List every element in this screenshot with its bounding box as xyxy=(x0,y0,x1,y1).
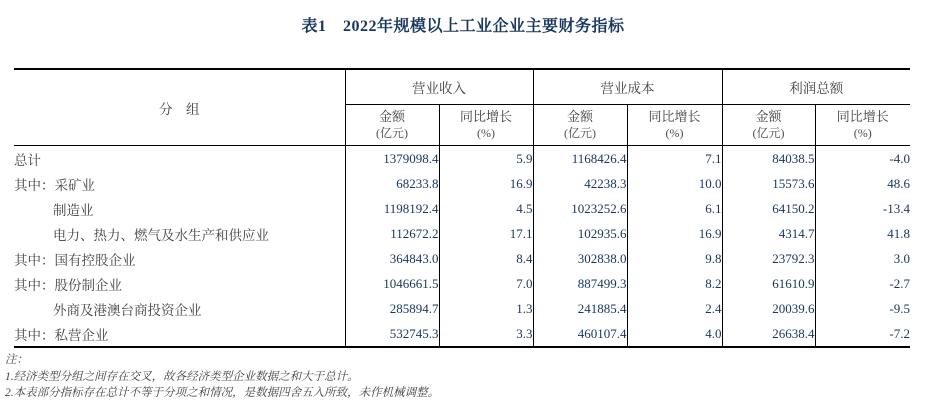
column-subheader-cost-growth xyxy=(627,105,722,146)
table-body xyxy=(14,146,910,348)
column-header-revenue: 营业收入 xyxy=(345,69,533,105)
subheader-line2: (%) xyxy=(665,125,684,140)
cell-profit-amount: 23792.3 xyxy=(722,246,815,271)
column-header-group: 分 组 xyxy=(14,69,345,146)
column-subheader-profit-amount xyxy=(722,105,815,146)
cell-cost-growth: 8.2 xyxy=(627,271,722,296)
cell-profit-growth: -4.0 xyxy=(815,146,910,172)
cell-profit-growth: -2.7 xyxy=(815,271,910,296)
cell-cost-growth: 4.0 xyxy=(627,321,722,347)
cell-cost-growth: 16.9 xyxy=(627,221,722,246)
column-subheader-cost-amount xyxy=(533,105,627,146)
cell-profit-amount: 61610.9 xyxy=(722,271,815,296)
subheader-line1: 同比增长 xyxy=(648,108,701,124)
cell-profit-growth: -9.5 xyxy=(815,296,910,321)
cell-cost-amount: 241885.4 xyxy=(533,296,627,321)
row-label: 电力、热力、燃气及水生产和供应业 xyxy=(53,227,269,243)
row-label: 其中：国有控股企业 xyxy=(14,252,136,268)
table-row xyxy=(14,221,910,246)
cell-revenue-growth: 8.4 xyxy=(439,246,533,271)
subheader-line2: (亿元) xyxy=(752,125,785,140)
cell-revenue-amount: 285894.7 xyxy=(345,296,439,321)
footnotes xyxy=(5,352,926,400)
cell-cost-growth: 10.0 xyxy=(627,171,722,196)
table-row xyxy=(14,171,910,196)
subheader-line1: 同比增长 xyxy=(836,108,889,124)
cell-profit-amount: 26638.4 xyxy=(722,321,815,347)
cell-profit-growth: -7.2 xyxy=(815,321,910,347)
cell-cost-growth: 9.8 xyxy=(627,246,722,271)
table-row xyxy=(14,296,910,321)
cell-cost-amount: 1168426.4 xyxy=(533,146,627,172)
subheader-line2: (%) xyxy=(853,125,872,140)
cell-cost-growth: 6.1 xyxy=(627,196,722,221)
cell-revenue-amount: 532745.3 xyxy=(345,321,439,347)
subheader-line1: 金额 xyxy=(566,108,593,124)
table-row xyxy=(14,321,910,347)
cell-profit-growth: 48.6 xyxy=(815,171,910,196)
cell-cost-amount: 302838.0 xyxy=(533,246,627,271)
table-header xyxy=(14,69,910,146)
page-title: 表1 2022年规模以上工业企业主要财务指标 xyxy=(301,18,625,35)
subheader-line2: (亿元) xyxy=(564,125,596,140)
group-header-row xyxy=(14,69,910,105)
column-header-cost: 营业成本 xyxy=(533,69,722,105)
cell-revenue-growth: 4.5 xyxy=(439,196,533,221)
cell-profit-amount: 4314.7 xyxy=(722,221,815,246)
cell-revenue-amount: 1379098.4 xyxy=(345,146,439,172)
cell-profit-growth: -13.4 xyxy=(815,196,910,221)
cell-profit-amount: 64150.2 xyxy=(722,196,815,221)
row-label: 总计 xyxy=(14,152,41,168)
footnote-item: 1.经济类型分组之间存在交叉，故各经济类型企业数据之和大于总计。 xyxy=(5,370,359,383)
cell-revenue-growth: 16.9 xyxy=(439,171,533,196)
row-label: 外商及港澳台商投资企业 xyxy=(53,302,202,318)
cell-cost-amount: 887499.3 xyxy=(533,271,627,296)
cell-revenue-amount: 1198192.4 xyxy=(345,196,439,221)
table-row xyxy=(14,271,910,296)
cell-revenue-growth: 3.3 xyxy=(439,321,533,347)
cell-profit-growth: 3.0 xyxy=(815,246,910,271)
cell-cost-growth: 7.1 xyxy=(627,146,722,172)
column-subheader-revenue-growth xyxy=(439,105,533,146)
column-subheader-revenue-amount xyxy=(345,105,439,146)
cell-revenue-growth: 5.9 xyxy=(439,146,533,172)
column-header-profit: 利润总额 xyxy=(722,69,910,105)
table-row xyxy=(14,146,910,172)
cell-cost-amount: 42238.3 xyxy=(533,171,627,196)
cell-cost-amount: 102935.6 xyxy=(533,221,627,246)
row-label: 其中：采矿业 xyxy=(14,177,95,193)
footnote-item: 2.本表部分指标存在总计不等于分项之和情况，是数据四舍五入所致，未作机械调整。 xyxy=(5,387,440,399)
row-label: 其中：私营企业 xyxy=(14,327,109,343)
cell-revenue-growth: 17.1 xyxy=(439,221,533,246)
table-row xyxy=(14,246,910,271)
cell-revenue-amount: 1046661.5 xyxy=(345,271,439,296)
cell-revenue-amount: 364843.0 xyxy=(345,246,439,271)
cell-cost-amount: 460107.4 xyxy=(533,321,627,347)
cell-revenue-growth: 1.3 xyxy=(439,296,533,321)
cell-profit-growth: 41.8 xyxy=(815,221,910,246)
cell-revenue-amount: 68233.8 xyxy=(345,171,439,196)
cell-cost-growth: 2.4 xyxy=(627,296,722,321)
subheader-line1: 金额 xyxy=(755,108,782,124)
table-row xyxy=(14,196,910,221)
footnote-label: 注： xyxy=(5,354,28,366)
financial-indicators-table xyxy=(14,68,910,348)
subheader-line1: 金额 xyxy=(378,108,405,124)
cell-cost-amount: 1023252.6 xyxy=(533,196,627,221)
column-subheader-profit-growth xyxy=(815,105,910,146)
subheader-line1: 同比增长 xyxy=(459,108,512,124)
subheader-line2: (亿元) xyxy=(376,125,408,140)
subheader-line2: (%) xyxy=(477,125,495,140)
cell-profit-amount: 20039.6 xyxy=(722,296,815,321)
cell-profit-amount: 15573.6 xyxy=(722,171,815,196)
cell-profit-amount: 84038.5 xyxy=(722,146,815,172)
cell-revenue-amount: 112672.2 xyxy=(345,221,439,246)
row-label: 其中：股份制企业 xyxy=(14,277,122,293)
row-label: 制造业 xyxy=(53,202,94,218)
cell-revenue-growth: 7.0 xyxy=(439,271,533,296)
